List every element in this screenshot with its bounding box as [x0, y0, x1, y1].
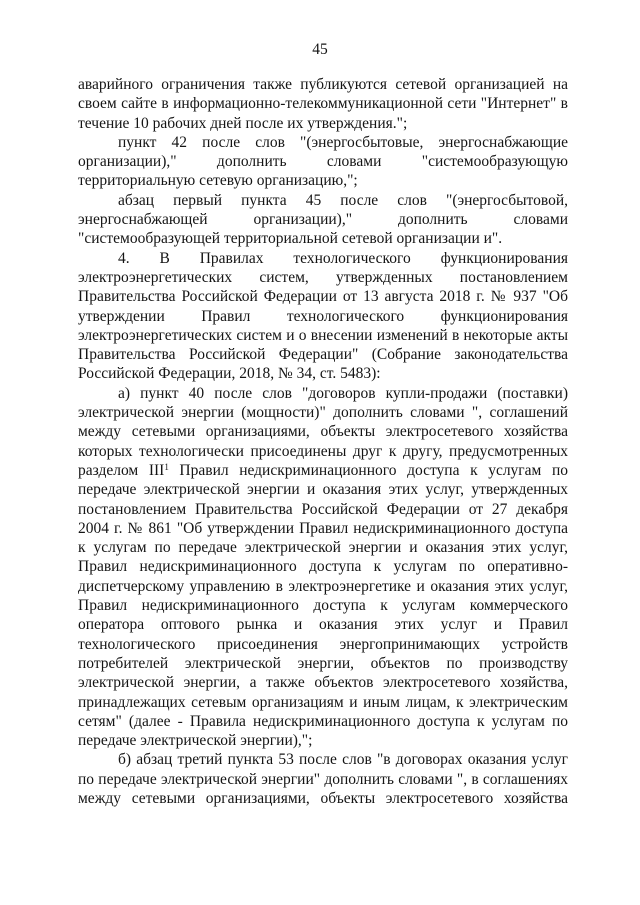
paragraph-continuation: аварийного ограничения также публикуются сетевой организацией на своем сайте в информационно-телекоммуникационной сети "Интернет" в течение 10 рабочих дней после их утверждения.";: [78, 76, 568, 132]
paragraph-subitem-a: [78, 384, 568, 751]
paragraph-section-4: 4. В Правилах технологического функционирования электроэнергетических систем, утвержденных постановлением Правительства Российской Федерации от 13 августа 2018 г. № 937 "Об утверждении Правил технологического функционирования электроэнергетических систем и о внесении изменений в некоторые акты Правительства Российской Федерации" (Собрание законодательства Российской Федерации, 2018, № 34, ст. 5483):: [78, 249, 568, 383]
paragraph-item-42: пункт 42 после слов "(энергосбытовые, энергоснабжающие организации)," дополнить словами "системообразующую территориальную сетевую организацию,";: [78, 133, 568, 190]
paragraph-subitem-a-text-end: Правил недискриминационного доступа к услугам по передаче электрической энергии и оказания этих услуг, утвержденных постановлением Правительства Российской Федерации от 27 декабря 2004 г. № 861 "Об утверждении Правил недискриминационного доступа к услугам по передаче электрической энергии и оказания этих услуг, Правил недискриминационного доступа к услугам по оперативно-диспетчерскому управлению в электроэнергетике и оказания этих услуг, Правил недискриминационного доступа к услугам коммерческого оператора оптового рынка и оказания этих услуг и Правил технологического присоединения энергопринимающих устройств потребителей электрической энергии, объектов по производству электрической энергии, а также объектов электросетевого хозяйства, принадлежащих сетевым организациям и иным лицам, к электрическим сетям" (далее - Правила недискриминационного доступа к услугам по передаче электрической энергии),";: [78, 461, 568, 750]
document-body: [78, 75, 568, 808]
paragraph-item-45: абзац первый пункта 45 после слов "(энергосбытовой, энергоснабжающей организации)," дополнить словами "системообразующей территориальной сетевой организации и".: [78, 191, 568, 248]
paragraph-subitem-b: б) абзац третий пункта 53 после слов "в договорах оказания услуг по передаче электрической энергии" дополнить словами ", в соглашениях между сетевыми организациями, объекты электросетевого хозяйства: [78, 751, 568, 807]
paragraph-subitem-a-text-start: а) пункт 40 после слов "договоров купли-продажи (поставки) электрической энергии (мощности)" дополнить словами ", соглашений между сетевыми организациями, объекты электросетевого хозяйства которых технологически присоединены друг к другу, предусмотренных разделом III: [78, 384, 568, 479]
superscript-marker: 1: [164, 461, 169, 472]
page-number: 45: [312, 41, 328, 58]
